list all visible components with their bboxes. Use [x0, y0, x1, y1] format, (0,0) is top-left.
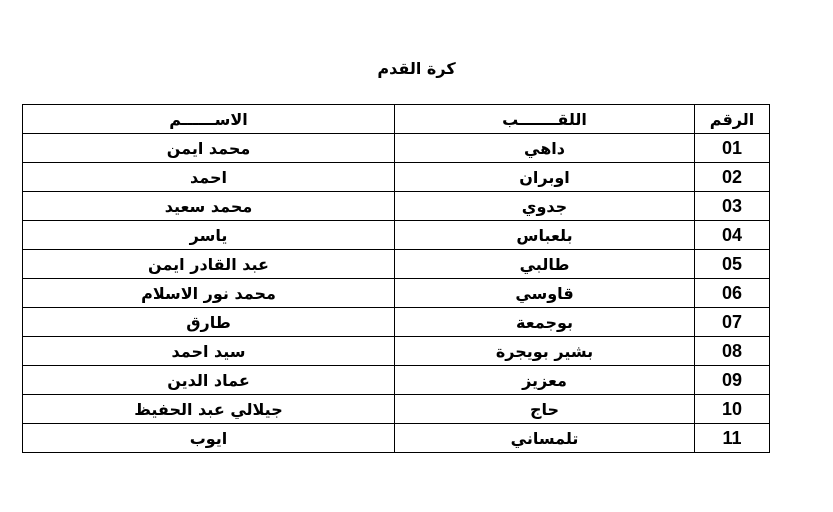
table-row	[23, 221, 770, 250]
table-row	[23, 395, 770, 424]
player-number-cell: 01	[695, 134, 770, 163]
player-number-cell: 07	[695, 308, 770, 337]
player-number-cell: 06	[695, 279, 770, 308]
player-nickname-cell: جدوي	[395, 192, 695, 221]
player-nickname-cell: بلعباس	[395, 221, 695, 250]
player-table	[22, 104, 770, 453]
table-row	[23, 308, 770, 337]
page-title: كرة القدم	[377, 59, 456, 78]
player-name-cell: سيد احمد	[23, 337, 395, 366]
column-header-name: الاســــــم	[23, 105, 395, 134]
player-nickname-cell: حاج	[395, 395, 695, 424]
player-name-cell: محمد ايمن	[23, 134, 395, 163]
player-nickname-cell: قاوسي	[395, 279, 695, 308]
player-number-cell: 04	[695, 221, 770, 250]
player-nickname-cell: بوجمعة	[395, 308, 695, 337]
player-number-cell: 09	[695, 366, 770, 395]
player-number-cell: 08	[695, 337, 770, 366]
table-row	[23, 366, 770, 395]
table-header-row	[23, 105, 770, 134]
player-number-cell: 05	[695, 250, 770, 279]
player-number-cell: 10	[695, 395, 770, 424]
player-number-cell: 02	[695, 163, 770, 192]
player-nickname-cell: اوبران	[395, 163, 695, 192]
player-name-cell: محمد نور الاسلام	[23, 279, 395, 308]
table-row	[23, 134, 770, 163]
player-nickname-cell: داهي	[395, 134, 695, 163]
table-row	[23, 337, 770, 366]
player-name-cell: احمد	[23, 163, 395, 192]
player-name-cell: عماد الدين	[23, 366, 395, 395]
player-nickname-cell: طالبي	[395, 250, 695, 279]
player-nickname-cell: تلمساني	[395, 424, 695, 453]
player-name-cell: محمد سعيد	[23, 192, 395, 221]
player-nickname-cell: معزيز	[395, 366, 695, 395]
player-name-cell: طارق	[23, 308, 395, 337]
player-number-cell: 03	[695, 192, 770, 221]
table-row	[23, 163, 770, 192]
table-row	[23, 250, 770, 279]
player-name-cell: ياسر	[23, 221, 395, 250]
player-name-cell: ايوب	[23, 424, 395, 453]
table-row	[23, 192, 770, 221]
player-name-cell: جيلالي عبد الحفيظ	[23, 395, 395, 424]
player-nickname-cell: بشير بويجرة	[395, 337, 695, 366]
table-body	[23, 134, 770, 453]
table-row	[23, 424, 770, 453]
column-header-number: الرقم	[695, 105, 770, 134]
player-name-cell: عبد القادر ايمن	[23, 250, 395, 279]
table-row	[23, 279, 770, 308]
column-header-nickname: اللقـــــــب	[395, 105, 695, 134]
player-number-cell: 11	[695, 424, 770, 453]
